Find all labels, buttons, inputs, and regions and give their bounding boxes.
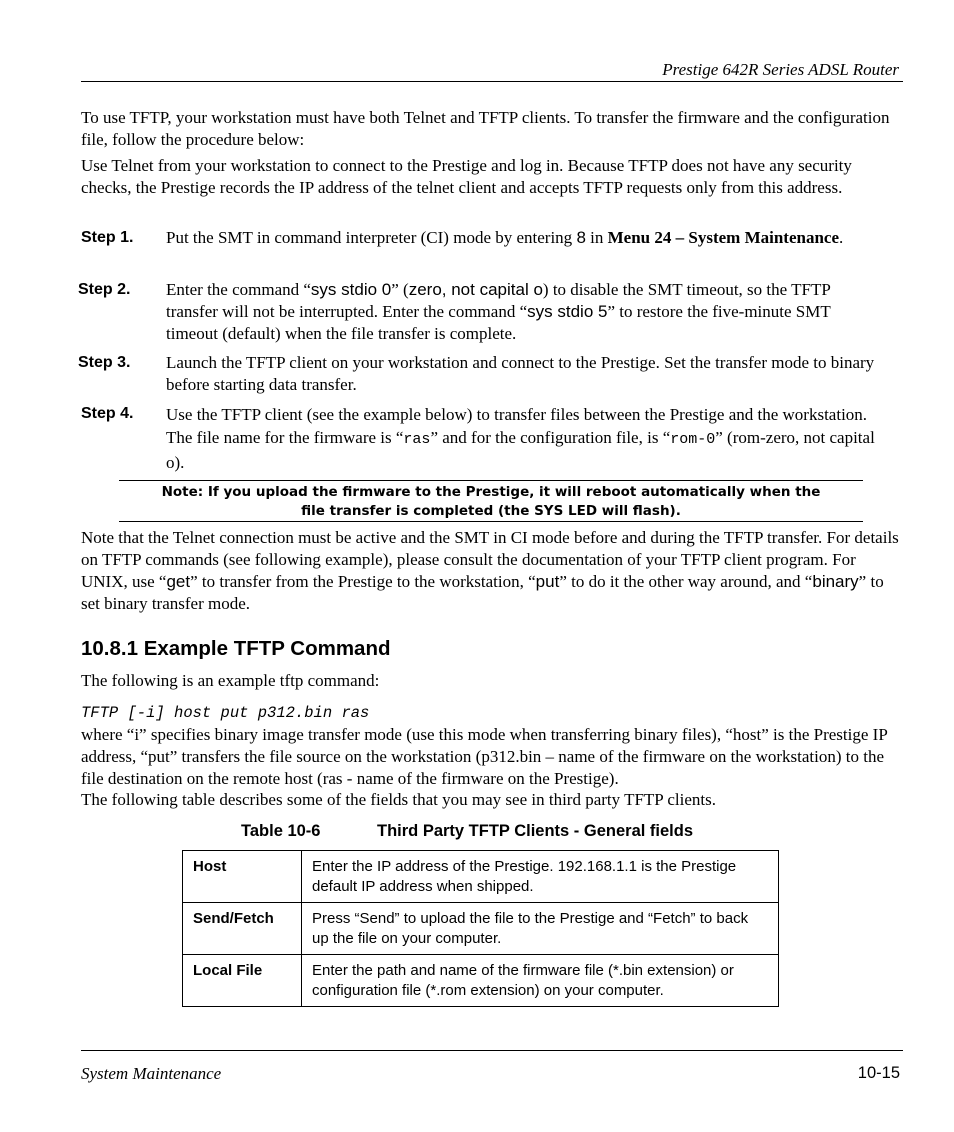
step-2-text-c: ) to disable the SMT timeout, so the TFTP transfer will not be interrupted. Enter the command “ (166, 280, 831, 321)
step-1-text-c: . (839, 228, 844, 247)
after-note-text-c: ” to do it the other way around, and “ (559, 572, 813, 591)
tftp-fields-table (182, 850, 779, 1007)
step-2-text-d: ” to restore the five-minute SMT timeout (default) when the file transfer is complete. (166, 302, 831, 343)
field-description: Enter the path and name of the firmware file (*.bin extension) or configuration file (*.rom extension) on your computer. (302, 955, 779, 1007)
intro-paragraph-1: To use TFTP, your workstation must have both Telnet and TFTP clients. To transfer the firmware and the configuration file, follow the procedure below: (81, 108, 890, 149)
intro-paragraph-2: Use Telnet from your workstation to connect to the Prestige and log in. Because TFTP does not have any security checks, the Prestige records the IP address of the telnet client and accepts TFTP requests only from this address. (81, 156, 852, 197)
step-2-text-b: ” ( (391, 280, 409, 299)
page-number: 10-15 (857, 1064, 900, 1082)
field-name: Send/Fetch (183, 903, 302, 955)
field-name: Local File (183, 955, 302, 1007)
table-row (183, 955, 779, 1007)
after-note-text-a: Note that the Telnet connection must be active and the SMT in CI mode before and during the TFTP transfer. For details on TFTP commands (see following example), please consult the documentation of your TFTP client program. For UNIX, use “ (81, 528, 899, 591)
running-header-title: Prestige 642R Series ADSL Router (662, 60, 899, 79)
after-note-text-b: ” to transfer from the Prestige to the workstation, “ (190, 572, 536, 591)
section-heading: 10.8.1 Example TFTP Command (81, 637, 391, 660)
step-1-code: 8 (576, 228, 586, 247)
step-1-text-b: in (585, 228, 608, 247)
step-1-text (166, 227, 886, 249)
footer-rule (81, 1050, 903, 1051)
step-2-text (166, 279, 886, 345)
step-4-code-1: ras (403, 431, 431, 448)
after-note-paragraph (81, 527, 901, 615)
step-4-text-c: ” (rom-zero, not capital o). (166, 428, 875, 472)
field-description: Press “Send” to upload the file to the Prestige and “Fetch” to back up the file on your computer. (302, 903, 779, 955)
step-2-code-1: sys stdio 0 (310, 280, 392, 299)
step-4-text (166, 403, 886, 474)
example-command: TFTP [-i] host put p312.bin ras (81, 704, 370, 722)
step-1-label: Step 1. (81, 229, 134, 246)
table-caption-title: Third Party TFTP Clients - General fields (377, 822, 694, 840)
table-row (183, 903, 779, 955)
step-2-code-2: zero, not capital o (408, 280, 543, 299)
table-caption-number: Table 10-6 (241, 822, 321, 840)
step-3-label: Step 3. (78, 354, 131, 371)
step-2-text-a: Enter the command “ (166, 280, 311, 299)
step-2-code-3: sys stdio 5 (527, 302, 608, 321)
table-lead: The following table describes some of the fields that you may see in third party TFTP clients. (81, 790, 717, 809)
note-line-1: Note: If you upload the firmware to the Prestige, it will reboot automatically when the (161, 484, 821, 500)
table-row (183, 851, 779, 903)
step-4-code-2: rom-0 (670, 431, 716, 448)
header-rule (81, 81, 903, 82)
step-3-text: Launch the TFTP client on your workstation and connect to the Prestige. Set the transfer mode to binary before starting data transfer. (166, 353, 875, 394)
section-lead: The following is an example tftp command: (81, 671, 380, 690)
command-explanation: where “i” specifies binary image transfer mode (use this mode when transferring binary files), “host” is the Prestige IP address, “put” transfers the file source on the workstation (p312.bin – name of the firmware on the workstation) to the file destination on the remote host (ras - name of the firmware on the Prestige). (81, 725, 888, 788)
step-2-label: Step 2. (78, 281, 131, 298)
after-note-text-d: ” to set binary transfer mode. (81, 572, 884, 613)
step-1-text-a: Put the SMT in command interpreter (CI) mode by entering (166, 228, 577, 247)
field-name: Host (183, 851, 302, 903)
step-1-menu: Menu 24 – System Maintenance (607, 228, 840, 247)
put-command: put (535, 572, 560, 591)
get-command: get (166, 572, 191, 591)
note-line-2: file transfer is completed (the SYS LED will flash). (301, 503, 681, 519)
note-box (119, 480, 863, 522)
step-4-text-b: ” and for the configuration file, is “ (430, 428, 671, 447)
binary-command: binary (812, 572, 859, 591)
field-description: Enter the IP address of the Prestige. 192.168.1.1 is the Prestige default IP address when shipped. (302, 851, 779, 903)
step-4-label: Step 4. (81, 405, 134, 422)
footer-chapter: System Maintenance (81, 1064, 222, 1083)
step-4-text-a: Use the TFTP client (see the example below) to transfer files between the Prestige and the workstation. The file name for the firmware is “ (166, 405, 868, 447)
